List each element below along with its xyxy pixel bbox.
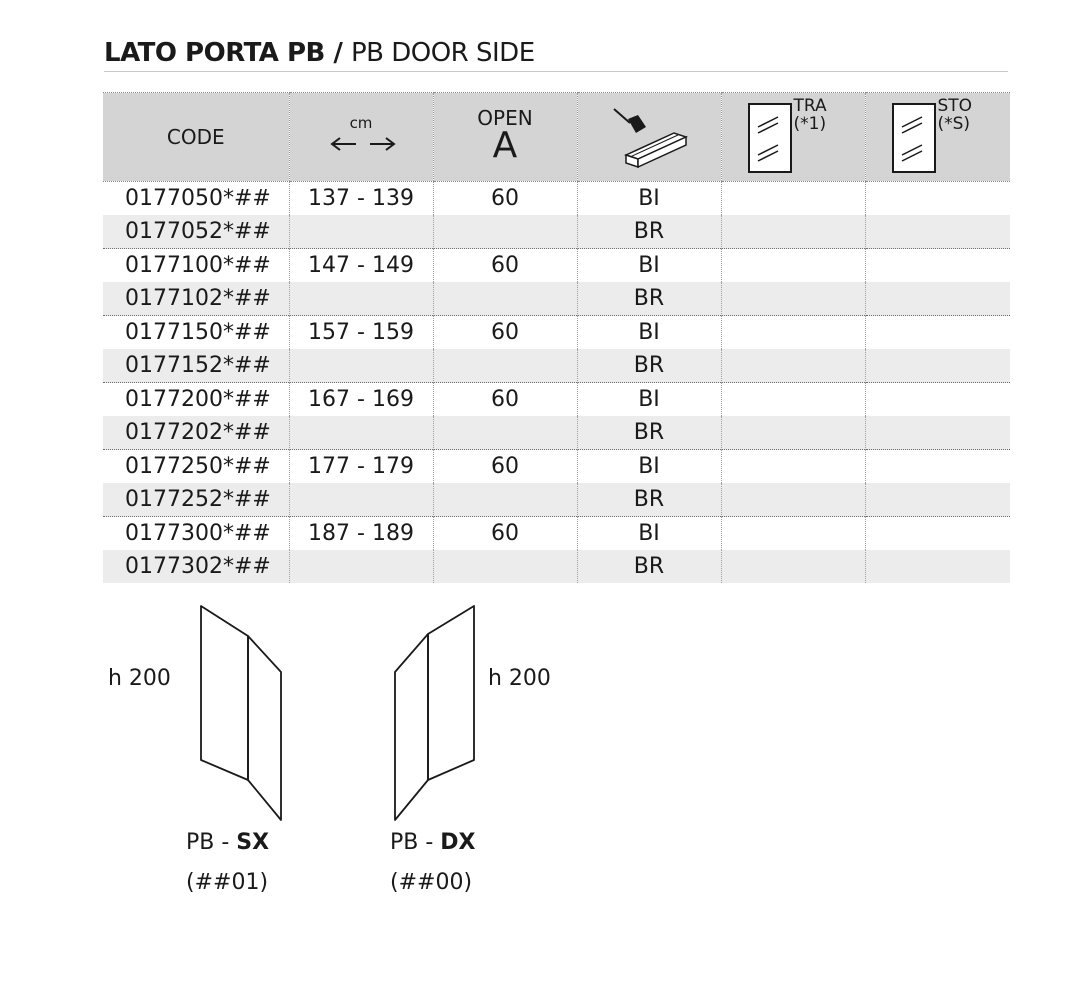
header-open-label: OPEN: [477, 106, 533, 130]
cell-code: 0177250*##: [103, 450, 289, 484]
door-sx-caption: [186, 830, 269, 855]
title-separator: /: [324, 38, 351, 68]
cell-code: 0177152*##: [103, 349, 289, 383]
cell-code: 0177300*##: [103, 517, 289, 551]
door-sx-prefix: PB -: [186, 830, 237, 855]
cell-finish: BR: [577, 483, 721, 517]
cell-cm: 167 - 169: [289, 383, 433, 417]
door-sx-drawing: [201, 606, 281, 820]
cell-finish: BI: [577, 316, 721, 350]
header-code-label: CODE: [166, 125, 225, 149]
cell-cm: 177 - 179: [289, 450, 433, 484]
title-italian: LATO PORTA PB: [104, 38, 325, 68]
door-dx-height-label: h 200: [488, 666, 551, 691]
cell-code: 0177050*##: [103, 182, 289, 216]
cell-code: 0177252*##: [103, 483, 289, 517]
cell-open: 60: [433, 517, 577, 551]
cell-code: 0177200*##: [103, 383, 289, 417]
door-dx-caption: [390, 830, 476, 855]
door-sx-code: (##01): [186, 870, 269, 895]
cell-cm: 147 - 149: [289, 249, 433, 283]
header-open-symbol: A: [492, 125, 518, 166]
header-cm-label: cm: [349, 114, 373, 132]
cell-open: 60: [433, 383, 577, 417]
cell-code: 0177100*##: [103, 249, 289, 283]
title-english: PB DOOR SIDE: [350, 38, 535, 68]
cell-finish: BR: [577, 349, 721, 383]
cell-open: 60: [433, 450, 577, 484]
header-sto-text: STO: [937, 96, 973, 116]
cell-open: 60: [433, 316, 577, 350]
cell-finish: BR: [577, 215, 721, 249]
door-dx-prefix: PB -: [390, 830, 441, 855]
cell-code: 0177202*##: [103, 416, 289, 450]
header-tra-note: (*1): [793, 114, 827, 134]
cell-code: 0177302*##: [103, 550, 289, 583]
cell-cm: 187 - 189: [289, 517, 433, 551]
cell-code: 0177102*##: [103, 282, 289, 316]
door-sx-side: SX: [236, 830, 270, 855]
door-dx-code: (##00): [390, 870, 473, 895]
cell-finish: BI: [577, 383, 721, 417]
cell-finish: BI: [577, 249, 721, 283]
cell-finish: BR: [577, 550, 721, 583]
door-sx-height-label: h 200: [108, 666, 171, 691]
cell-finish: BR: [577, 282, 721, 316]
cell-finish: BI: [577, 450, 721, 484]
cell-code: 0177052*##: [103, 215, 289, 249]
cell-cm: 137 - 139: [289, 182, 433, 216]
cell-finish: BR: [577, 416, 721, 450]
door-dx-drawing: [395, 606, 474, 820]
cell-open: 60: [433, 182, 577, 216]
cell-finish: BI: [577, 517, 721, 551]
cell-code: 0177150*##: [103, 316, 289, 350]
header-tra-text: TRA: [793, 96, 827, 116]
cell-cm: 157 - 159: [289, 316, 433, 350]
cell-open: 60: [433, 249, 577, 283]
cell-finish: BI: [577, 182, 721, 216]
header-sto-note: (*S): [937, 114, 971, 134]
door-dx-side: DX: [440, 830, 476, 855]
